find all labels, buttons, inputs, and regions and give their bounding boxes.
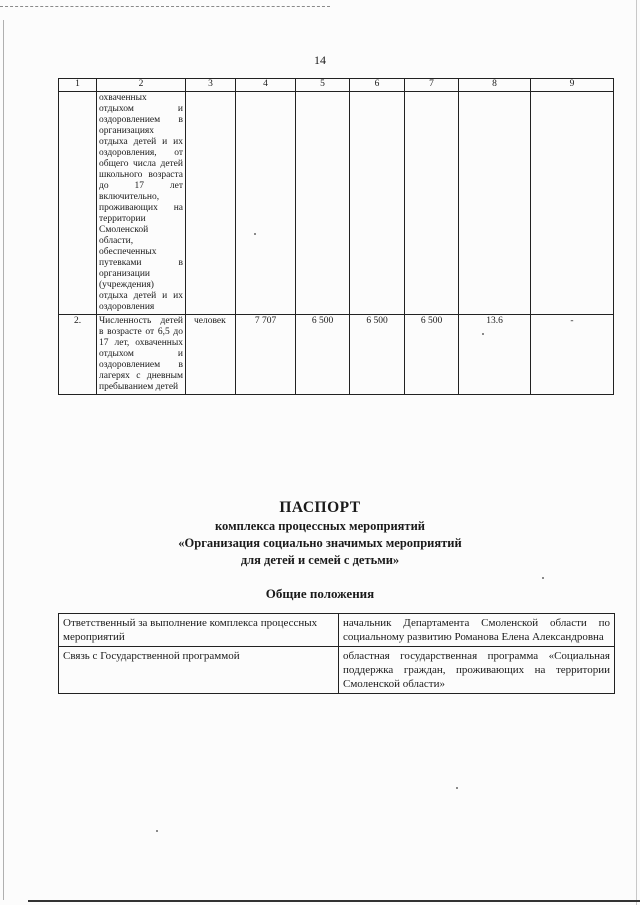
value-col-4: [236, 92, 296, 315]
value-col-6: [350, 92, 405, 315]
header-col-7: 7: [405, 79, 459, 92]
scan-speck: [156, 830, 158, 832]
scan-edge-bottom: [28, 900, 640, 902]
header-col-9: 9: [531, 79, 614, 92]
value-col-4: 7 707: [236, 315, 296, 395]
table-header-row: [59, 79, 614, 92]
table-row: [59, 614, 615, 647]
value-col-9: [531, 92, 614, 315]
value-col-7: 6 500: [405, 315, 459, 395]
indicators-table: [58, 78, 614, 395]
header-col-6: 6: [350, 79, 405, 92]
scan-edge-right: [636, 0, 637, 905]
header-col-4: 4: [236, 79, 296, 92]
passport-title: ПАСПОРТ: [279, 499, 361, 516]
row-label: Связь с Государственной программой: [59, 647, 339, 694]
passport-subtitle-3: для детей и семей с детьми»: [240, 553, 400, 567]
header-col-8: 8: [459, 79, 531, 92]
section-heading: Общие положения: [265, 586, 375, 601]
indicator-name: охваченных отдыхом и оздоровлением в организациях отдыха детей и их оздоровления, от общего числа детей школьного возраста до 17 лет включительно, проживающих на территории Смоленской области, обеспеченных путевками в организации (учреждения) отдыха детей и их оздоровления: [97, 92, 186, 315]
scan-edge-top: [0, 6, 330, 7]
header-col-3: 3: [186, 79, 236, 92]
general-provisions-table: [58, 613, 615, 694]
scan-speck: [542, 577, 544, 579]
unit-cell: [186, 92, 236, 315]
scan-edge-left: [3, 20, 4, 900]
value-col-8: 13.6: [459, 315, 531, 395]
table-row: [59, 647, 615, 694]
table-row: [59, 315, 614, 395]
value-col-5: 6 500: [296, 315, 350, 395]
value-col-9: -: [531, 315, 614, 395]
value-col-6: 6 500: [350, 315, 405, 395]
scan-speck: [254, 233, 256, 235]
header-col-5: 5: [296, 79, 350, 92]
indicator-name: Численность детей в возрасте от 6,5 до 17 лет, охваченных отдыхом и оздоровлением в лагерях с дневным пребыванием детей: [97, 315, 186, 395]
header-col-1: 1: [59, 79, 97, 92]
row-label: Ответственный за выполнение комплекса процессных мероприятий: [59, 614, 339, 647]
value-col-7: [405, 92, 459, 315]
passport-subtitle-2: «Организация социально значимых мероприятий: [178, 536, 462, 550]
value-col-8: [459, 92, 531, 315]
passport-subtitle-1: комплекса процессных мероприятий: [215, 519, 425, 533]
page-number: 14: [314, 53, 326, 67]
table-row: [59, 92, 614, 315]
row-number: 2.: [59, 315, 97, 395]
row-number: [59, 92, 97, 315]
passport-title-block: [0, 498, 640, 569]
row-value: областная государственная программа «Социальная поддержка граждан, проживающих на территории Смоленской области»: [339, 647, 615, 694]
scan-speck: [456, 787, 458, 789]
header-col-2: 2: [97, 79, 186, 92]
value-col-5: [296, 92, 350, 315]
unit-cell: человек: [186, 315, 236, 395]
scan-speck: [482, 333, 484, 335]
row-value: начальник Департамента Смоленской области по социальному развитию Романова Елена Александровна: [339, 614, 615, 647]
